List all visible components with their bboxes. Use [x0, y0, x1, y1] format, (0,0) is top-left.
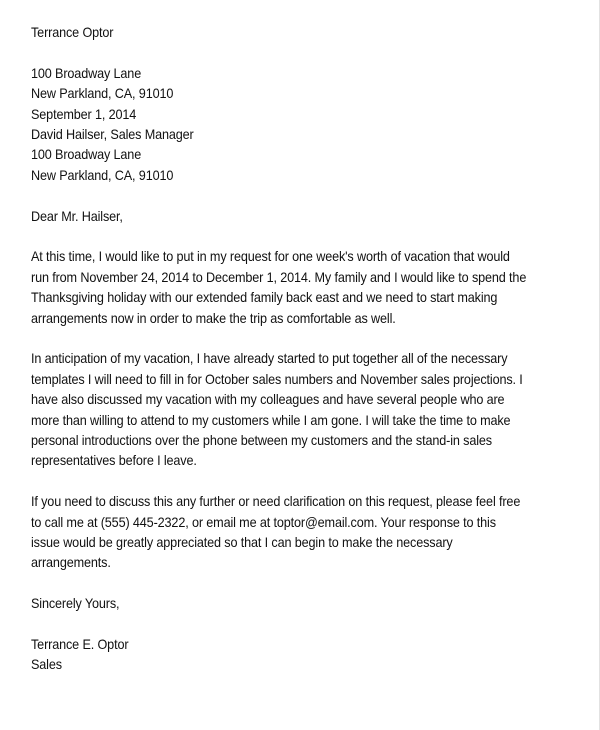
- paragraph-line: to call me at (555) 445-2322, or email me at toptor@email.com. Your response to this: [31, 514, 496, 530]
- letter-body: [31, 23, 544, 676]
- recipient-address-line: 100 Broadway Lane: [31, 147, 142, 163]
- sender-address-line: 100 Broadway Lane: [31, 65, 142, 81]
- closing: Sincerely Yours,: [31, 596, 120, 612]
- paragraph-line: Thanksgiving holiday with our extended family back east and we need to start making: [31, 290, 498, 306]
- signature-department: Sales: [31, 657, 62, 673]
- sender-name: Terrance Optor: [31, 25, 114, 40]
- paragraph-line: more than willing to attend to my customers while I am gone. I will take the time to make: [31, 412, 511, 428]
- paragraph-line: issue would be greatly appreciated so that I can begin to make the necessary: [31, 535, 453, 551]
- spacer: [31, 574, 544, 594]
- spacer: [31, 227, 544, 247]
- signature-name: Terrance E. Optor: [31, 637, 129, 653]
- paragraph-3: [31, 492, 544, 574]
- paragraph-line: At this time, I would like to put in my request for one week's worth of vacation that would: [31, 249, 510, 265]
- paragraph-line: arrangements now in order to make the trip as comfortable as well.: [31, 310, 396, 326]
- spacer: [31, 615, 544, 635]
- address-block: [31, 64, 544, 186]
- spacer: [31, 329, 544, 349]
- letter-date: September 1, 2014: [31, 106, 137, 122]
- spacer: [31, 43, 544, 63]
- paragraph-line: personal introductions over the phone between my customers and the stand-in sales: [31, 433, 492, 449]
- signature-block: [31, 635, 544, 676]
- closing-block: [31, 594, 544, 614]
- paragraph-line: In anticipation of my vacation, I have already started to put together all of the necessary: [31, 351, 508, 367]
- paragraph-line: have also discussed my vacation with my colleagues and have several people who are: [31, 392, 505, 408]
- paragraph-line: If you need to discuss this any further or need clarification on this request, please feel free: [31, 494, 521, 510]
- paragraph-line: representatives before I leave.: [31, 453, 197, 469]
- salutation-block: [31, 207, 544, 227]
- recipient-name: David Hailser, Sales Manager: [31, 127, 194, 143]
- spacer: [31, 472, 544, 492]
- recipient-address-line: New Parkland, CA, 91010: [31, 167, 174, 183]
- spacer: [31, 186, 544, 206]
- paragraph-line: run from November 24, 2014 to December 1, 2014. My family and I would like to spend the: [31, 269, 527, 285]
- paragraph-line: arrangements.: [31, 555, 111, 571]
- sender-block: [31, 23, 544, 43]
- paragraph-2: [31, 349, 544, 471]
- paragraph-line: templates I will need to fill in for October sales numbers and November sales projections. I: [31, 371, 523, 387]
- sender-address-line: New Parkland, CA, 91010: [31, 86, 174, 102]
- paragraph-1: [31, 247, 544, 329]
- salutation: Dear Mr. Hailser,: [31, 208, 123, 224]
